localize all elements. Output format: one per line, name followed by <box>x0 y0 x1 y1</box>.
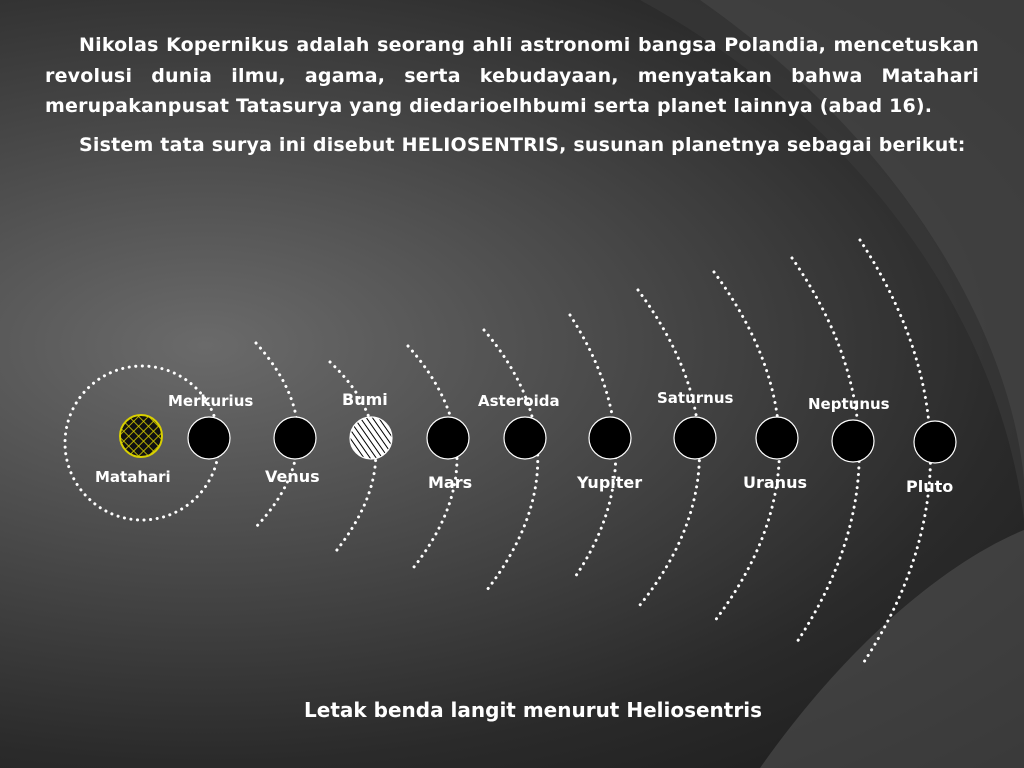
label-matahari: Matahari <box>95 468 171 486</box>
paragraph-kopernikus: Nikolas Kopernikus adalah seorang ahli astronomi bangsa Polandia, mencetuskan revolusi dunia ilmu, agama, serta kebudayaan, menyatakan bahwa Matahari merupakanpusat Tatasurya yang diedarioelhbumi serta planet lainnya (abad 16). <box>45 34 979 117</box>
label-pluto: Pluto <box>906 477 954 496</box>
paragraph-heliosentris: Sistem tata surya ini disebut HELIOSENTRIS, susunan planetnya sebagai berikut: <box>79 133 966 156</box>
label-uranus: Uranus <box>743 473 807 492</box>
planet-merkurius <box>188 417 230 459</box>
diagram-caption: Letak benda langit menurut Heliosentris <box>304 698 762 722</box>
orbit-asteroida <box>484 330 538 590</box>
sun <box>120 415 162 457</box>
planet-uranus <box>756 417 798 459</box>
planet-pluto <box>914 421 956 463</box>
planet-bumi <box>350 417 392 459</box>
label-merkurius: Merkurius <box>168 392 254 410</box>
label-yupiter: Yupiter <box>577 473 643 492</box>
planet-saturnus <box>674 417 716 459</box>
label-mars: Mars <box>428 473 473 492</box>
label-venus: Venus <box>265 467 320 486</box>
planet-venus <box>274 417 316 459</box>
planet-neptunus <box>832 420 874 462</box>
planet-mars <box>427 417 469 459</box>
label-neptunus: Neptunus <box>808 395 890 413</box>
planet-asteroida <box>504 417 546 459</box>
label-bumi: Bumi <box>342 390 388 409</box>
planet-yupiter <box>589 417 631 459</box>
label-asteroida: Asteroida <box>478 392 560 410</box>
label-saturnus: Saturnus <box>657 389 734 407</box>
